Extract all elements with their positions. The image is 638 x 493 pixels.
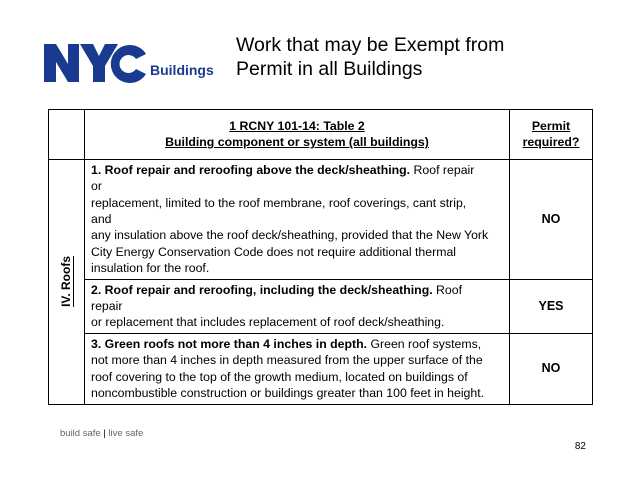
permit-header-line-2: required?: [522, 135, 580, 150]
header-component-label: Building component or system (all buildings): [165, 135, 429, 150]
header-rule-ref: 1 RCNY 101-14: Table 2: [229, 119, 365, 133]
row-3-text: roof covering to the top of the growth medium, located on buildings of: [91, 369, 468, 384]
row-3-description: [85, 333, 510, 404]
row-1-text: any insulation above the roof deck/sheathing, provided that the New York: [91, 228, 489, 243]
title-line-1: Work that may be Exempt from: [236, 34, 505, 56]
section-label: IV. Roofs: [59, 256, 74, 308]
table-header-row: [49, 110, 593, 160]
footer-live-safe: live safe: [108, 428, 144, 439]
row-1-description: [85, 159, 510, 279]
exemption-table: [48, 109, 593, 405]
row-3-permit-answer: NO: [510, 333, 593, 404]
row-2-text: or replacement that includes replacement of roof deck/sheathing.: [91, 315, 445, 330]
row-2-title: 2. Roof repair and reroofing, including the deck/sheathing.: [91, 282, 433, 297]
section-corner-cell: [49, 110, 85, 160]
footer-tagline: [60, 428, 143, 439]
row-1-title: 1. Roof repair and reroofing above the deck/sheathing.: [91, 162, 411, 177]
footer-build-safe: build safe: [60, 428, 101, 439]
row-1-text: or: [91, 179, 102, 194]
row-2-text: repair: [91, 299, 123, 314]
row-3-title: 3. Green roofs not more than 4 inches in depth.: [91, 336, 368, 351]
section-label-cell: [49, 159, 85, 404]
page-number: 82: [574, 441, 586, 452]
row-1-text: and: [91, 212, 112, 227]
table-row: [49, 159, 593, 279]
footer-separator: |: [103, 428, 106, 439]
table-header-title: [85, 110, 510, 160]
table-row: [49, 333, 593, 404]
row-3-text: not more than 4 inches in depth measured from the upper surface of the: [91, 353, 483, 368]
row-1-text: insulation for the roof.: [91, 261, 210, 276]
row-1-permit-answer: NO: [510, 159, 593, 279]
permit-required-header: [510, 110, 593, 160]
table-row: [49, 279, 593, 333]
row-1-text: replacement, limited to the roof membrane, roof coverings, cant strip,: [91, 195, 467, 210]
title-line-2: Permit in all Buildings: [236, 58, 423, 80]
nyc-logo-mark: [42, 42, 148, 84]
nyc-buildings-logo: [42, 42, 212, 84]
row-2-description: [85, 279, 510, 333]
row-1-text: Roof repair: [410, 162, 475, 177]
row-3-text: noncombustible construction or buildings greater than 100 feet in height.: [91, 386, 485, 401]
row-2-permit-answer: YES: [510, 279, 593, 333]
page-title: [236, 33, 616, 81]
permit-header-line-1: Permit: [531, 119, 571, 133]
row-3-text: Green roof systems,: [367, 336, 482, 351]
row-2-text: Roof: [432, 282, 463, 297]
row-1-text: City Energy Conservation Code does not require additional thermal: [91, 244, 457, 259]
logo-wordmark: Buildings: [150, 62, 214, 78]
